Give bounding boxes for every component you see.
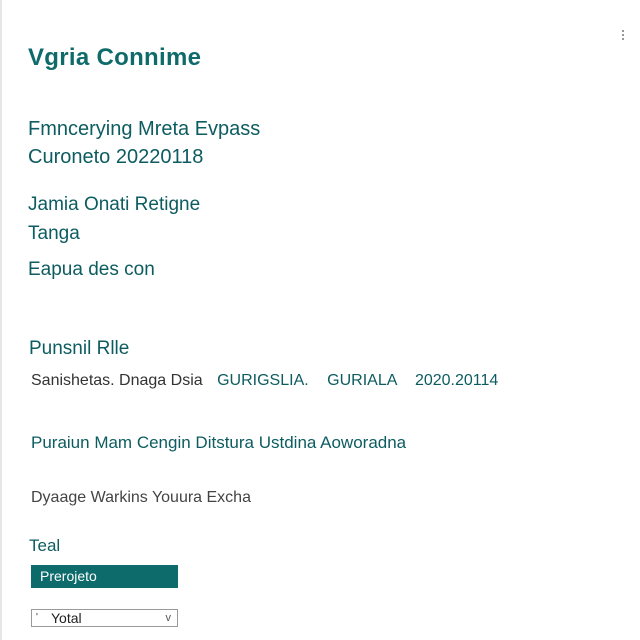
dot	[622, 38, 624, 40]
chevron-down-icon: v	[165, 612, 171, 624]
select-value: Yotal	[51, 610, 82, 626]
dot	[622, 34, 624, 36]
more-vertical-icon[interactable]	[617, 28, 629, 42]
primary-button[interactable]: Prerojeto	[31, 565, 178, 588]
note-text: Dyaage Warkins Youura Excha	[31, 489, 251, 506]
section-heading: Puraiun Mam Cengin Ditstura Ustdina Aoworadna	[31, 433, 407, 452]
profile-value-3: 2020.20114	[414, 372, 499, 389]
header-line-1: Fmncerying Mreta Evpass	[28, 118, 261, 140]
header-line-2: Curoneto 20220118	[28, 146, 204, 168]
profile-heading: Punsnil Rlle	[29, 338, 130, 359]
profile-info-row	[31, 372, 498, 390]
controls-label: Teal	[29, 536, 61, 555]
details-line-1: Jamia Onati Retigne	[28, 194, 201, 215]
select-tick: '	[36, 612, 38, 623]
left-divider	[0, 0, 2, 640]
total-select[interactable]	[31, 609, 178, 627]
details-line-2: Tangа	[28, 223, 80, 244]
profile-value-1: GURIGSLIA.	[217, 372, 309, 389]
app-title: Vgria Connime	[28, 44, 202, 71]
details-line-3: Eapua des con	[28, 259, 155, 280]
dot	[622, 30, 624, 32]
profile-value-2: GURIALA	[327, 372, 397, 389]
profile-label: Sanishetas. Dnaga Dsia	[31, 372, 203, 389]
